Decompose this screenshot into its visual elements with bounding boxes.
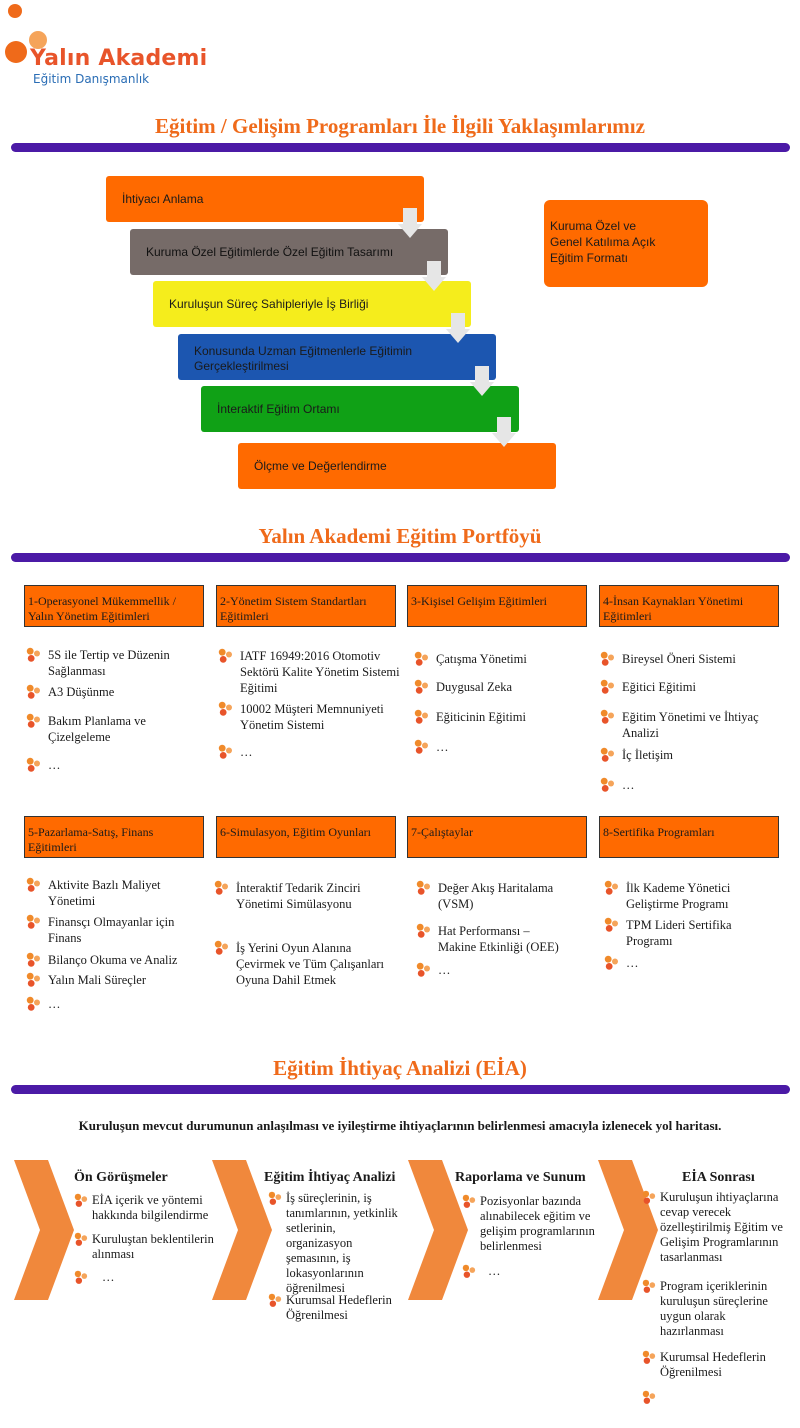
approach-step: Ölçme ve Değerlendirme <box>238 443 556 489</box>
list-item: Bakım Planlama ve Çizelgeleme <box>26 713 196 745</box>
list-item: Yalın Mali Süreçler <box>26 972 206 988</box>
brand-name: Yalın Akademi <box>30 46 208 71</box>
flower-bullet-icon <box>214 880 230 896</box>
chevron-icon <box>14 1160 74 1300</box>
list-item: … <box>604 955 764 971</box>
list-item: Bilanço Okuma ve Analiz <box>26 952 206 968</box>
flower-bullet-icon <box>26 877 42 893</box>
list-item: … <box>74 1270 234 1285</box>
list-item: Bireysel Öneri Sistemi <box>600 651 780 667</box>
list-item: … <box>414 739 584 755</box>
flower-bullet-icon <box>414 709 430 725</box>
down-arrow-icon <box>470 366 494 396</box>
down-arrow-icon <box>446 313 470 343</box>
flower-bullet-icon <box>600 709 616 725</box>
approach-step: Kuruma Özel Eğitimlerde Özel Eğitim Tasarımı <box>130 229 448 275</box>
list-item: İş Yerini Oyun Alanına Çevirmek ve Tüm Çalışanları Oyuna Dahil Etmek <box>214 940 394 988</box>
approach-step: İnteraktif Eğitim Ortamı <box>201 386 519 432</box>
flower-bullet-icon <box>604 917 620 933</box>
eia-column-title: Eğitim İhtiyaç Analizi <box>264 1170 396 1185</box>
list-item: … <box>26 757 196 773</box>
flower-bullet-icon <box>642 1190 657 1205</box>
flower-bullet-icon <box>416 962 432 978</box>
flower-bullet-icon <box>414 739 430 755</box>
format-box <box>544 200 708 287</box>
list-item: Pozisyonlar bazında alınabilecek eğitim ve gelişim programlarının belirlenmesi <box>462 1194 612 1254</box>
flower-bullet-icon <box>600 651 616 667</box>
list-item: … <box>218 744 404 760</box>
list-item: Duygusal Zeka <box>414 679 584 695</box>
category-header: 8-Sertifika Programları <box>599 816 779 858</box>
format-line: Genel Katılıma Açık <box>550 235 656 249</box>
down-arrow-icon <box>398 208 422 238</box>
list-item: EİA içerik ve yöntemi hakkında bilgilendirme <box>74 1193 234 1223</box>
list-item: Kuruluştan beklentilerin alınması <box>74 1232 240 1262</box>
list-item: 10002 Müşteri Memnuniyeti Yönetim Sistemi <box>218 701 404 733</box>
list-item: 5S ile Tertip ve Düzenin Sağlanması <box>26 647 196 679</box>
list-item: İş süreçlerinin, iş tanımlarının, yetkinlik setlerinin, organizasyon şemasının, iş lokasyonlarının öğrenilmesi <box>268 1191 404 1296</box>
section-divider <box>11 1085 790 1094</box>
list-item: Çatışma Yönetimi <box>414 651 584 667</box>
list-item: A3 Düşünme <box>26 684 196 700</box>
portfolio-title: Yalın Akademi Eğitim Portföyü <box>258 524 542 548</box>
flower-bullet-icon <box>26 952 42 968</box>
category-header: 7-Çalıştaylar <box>407 816 587 858</box>
list-item: TPM Lideri Sertifika Programı <box>604 917 764 949</box>
flower-bullet-icon <box>26 684 42 700</box>
category-header: 6-Simulasyon, Eğitim Oyunları <box>216 816 396 858</box>
flower-bullet-icon <box>604 880 620 896</box>
list-item: İlk Kademe Yönetici Geliştirme Programı <box>604 880 774 912</box>
flower-bullet-icon <box>74 1232 89 1247</box>
flower-bullet-icon <box>26 914 42 930</box>
list-item: Finansçı Olmayanlar için Finans <box>26 914 186 946</box>
format-line: Eğitim Formatı <box>550 251 629 265</box>
flower-bullet-icon <box>218 648 234 664</box>
approach-title: Eğitim / Gelişim Programları İle İlgili Yaklaşımlarımız <box>155 114 645 138</box>
flower-bullet-icon <box>26 713 42 729</box>
list-item: Kuruluşun ihtiyaçlarına cevap verecek özelleştirilmiş Eğitim ve Gelişim Programlarının tasarlanması <box>642 1190 798 1265</box>
section-divider <box>11 143 790 152</box>
list-item: Kurumsal Hedeflerin Öğrenilmesi <box>642 1350 798 1380</box>
flower-bullet-icon <box>414 679 430 695</box>
section-divider <box>11 553 790 562</box>
approach-step: İhtiyacı Anlama <box>106 176 424 222</box>
category-header: 5-Pazarlama-Satış, Finans Eğitimleri <box>24 816 204 858</box>
list-item: Program içeriklerinin kuruluşun süreçlerine uygun olarak hazırlanması <box>642 1279 792 1339</box>
flower-bullet-icon <box>642 1279 657 1294</box>
category-header: 3-Kişisel Gelişim Eğitimleri <box>407 585 587 627</box>
eia-title: Eğitim İhtiyaç Analizi (EİA) <box>273 1056 527 1080</box>
flower-bullet-icon <box>462 1264 477 1279</box>
format-line: Kuruma Özel ve <box>550 219 637 233</box>
list-item: Eğitici Eğitimi <box>600 679 780 695</box>
brand-tagline: Eğitim Danışmanlık <box>33 72 150 86</box>
eia-column-title: Raporlama ve Sunum <box>455 1170 586 1185</box>
list-item: IATF 16949:2016 Otomotiv Sektörü Kalite Yönetim Sistemi Eğitimi <box>218 648 404 696</box>
list-item: … <box>600 777 780 793</box>
list-item: Aktivite Bazlı Maliyet Yönetimi <box>26 877 186 909</box>
flower-bullet-icon <box>414 651 430 667</box>
down-arrow-icon <box>422 261 446 291</box>
flower-bullet-icon <box>268 1191 283 1206</box>
eia-column-title: Ön Görüşmeler <box>74 1170 168 1185</box>
flower-bullet-icon <box>604 955 620 971</box>
category-header: 2-Yönetim Sistem Standartları Eğitimleri <box>216 585 396 627</box>
flower-bullet-icon <box>642 1390 657 1405</box>
flower-bullet-icon <box>642 1350 657 1365</box>
flower-bullet-icon <box>218 744 234 760</box>
flower-bullet-icon <box>600 777 616 793</box>
list-item: Değer Akış Haritalama (VSM) <box>416 880 566 912</box>
approach-step: Konusunda Uzman Eğitmenlerle Eğitimin Gerçekleştirilmesi <box>178 334 496 380</box>
list-item: İç İletişim <box>600 747 780 763</box>
flower-bullet-icon <box>600 679 616 695</box>
list-item: Kurumsal Hedeflerin Öğrenilmesi <box>268 1293 418 1323</box>
flower-bullet-icon <box>26 757 42 773</box>
list-item: … <box>416 962 566 978</box>
eia-subtitle: Kuruluşun mevcut durumunun anlaşılması ve iyileştirme ihtiyaçlarının belirlenmesi amacıyla izlenecek yol haritası. <box>78 1118 722 1133</box>
flower-bullet-icon <box>74 1193 89 1208</box>
flower-bullet-icon <box>214 940 230 956</box>
list-item: Hat Performansı – Makine Etkinliği (OEE) <box>416 923 566 955</box>
list-item: Eğiticinin Eğitimi <box>414 709 584 725</box>
list-item: … <box>26 996 206 1012</box>
flower-bullet-icon <box>26 647 42 663</box>
category-header: 4-İnsan Kaynakları Yönetimi Eğitimleri <box>599 585 779 627</box>
flower-bullet-icon <box>600 747 616 763</box>
flower-bullet-icon <box>26 972 42 988</box>
flower-bullet-icon <box>268 1293 283 1308</box>
category-header: 1-Operasyonel Mükemmellik / Yalın Yönetim Eğitimleri <box>24 585 204 627</box>
list-item: … <box>462 1264 612 1279</box>
flower-bullet-icon <box>74 1270 89 1285</box>
flower-bullet-icon <box>462 1194 477 1209</box>
flower-bullet-icon <box>26 996 42 1012</box>
eia-column-title: EİA Sonrası <box>682 1170 755 1185</box>
flower-bullet-icon <box>416 880 432 896</box>
list-item: Eğitim Yönetimi ve İhtiyaç Analizi <box>600 709 760 741</box>
flower-bullet-icon <box>218 701 234 717</box>
list-item: İnteraktif Tedarik Zinciri Yönetimi Simülasyonu <box>214 880 364 912</box>
approach-step: Kuruluşun Süreç Sahipleriyle İş Birliği <box>153 281 471 327</box>
down-arrow-icon <box>492 417 516 447</box>
flower-bullet-icon <box>416 923 432 939</box>
